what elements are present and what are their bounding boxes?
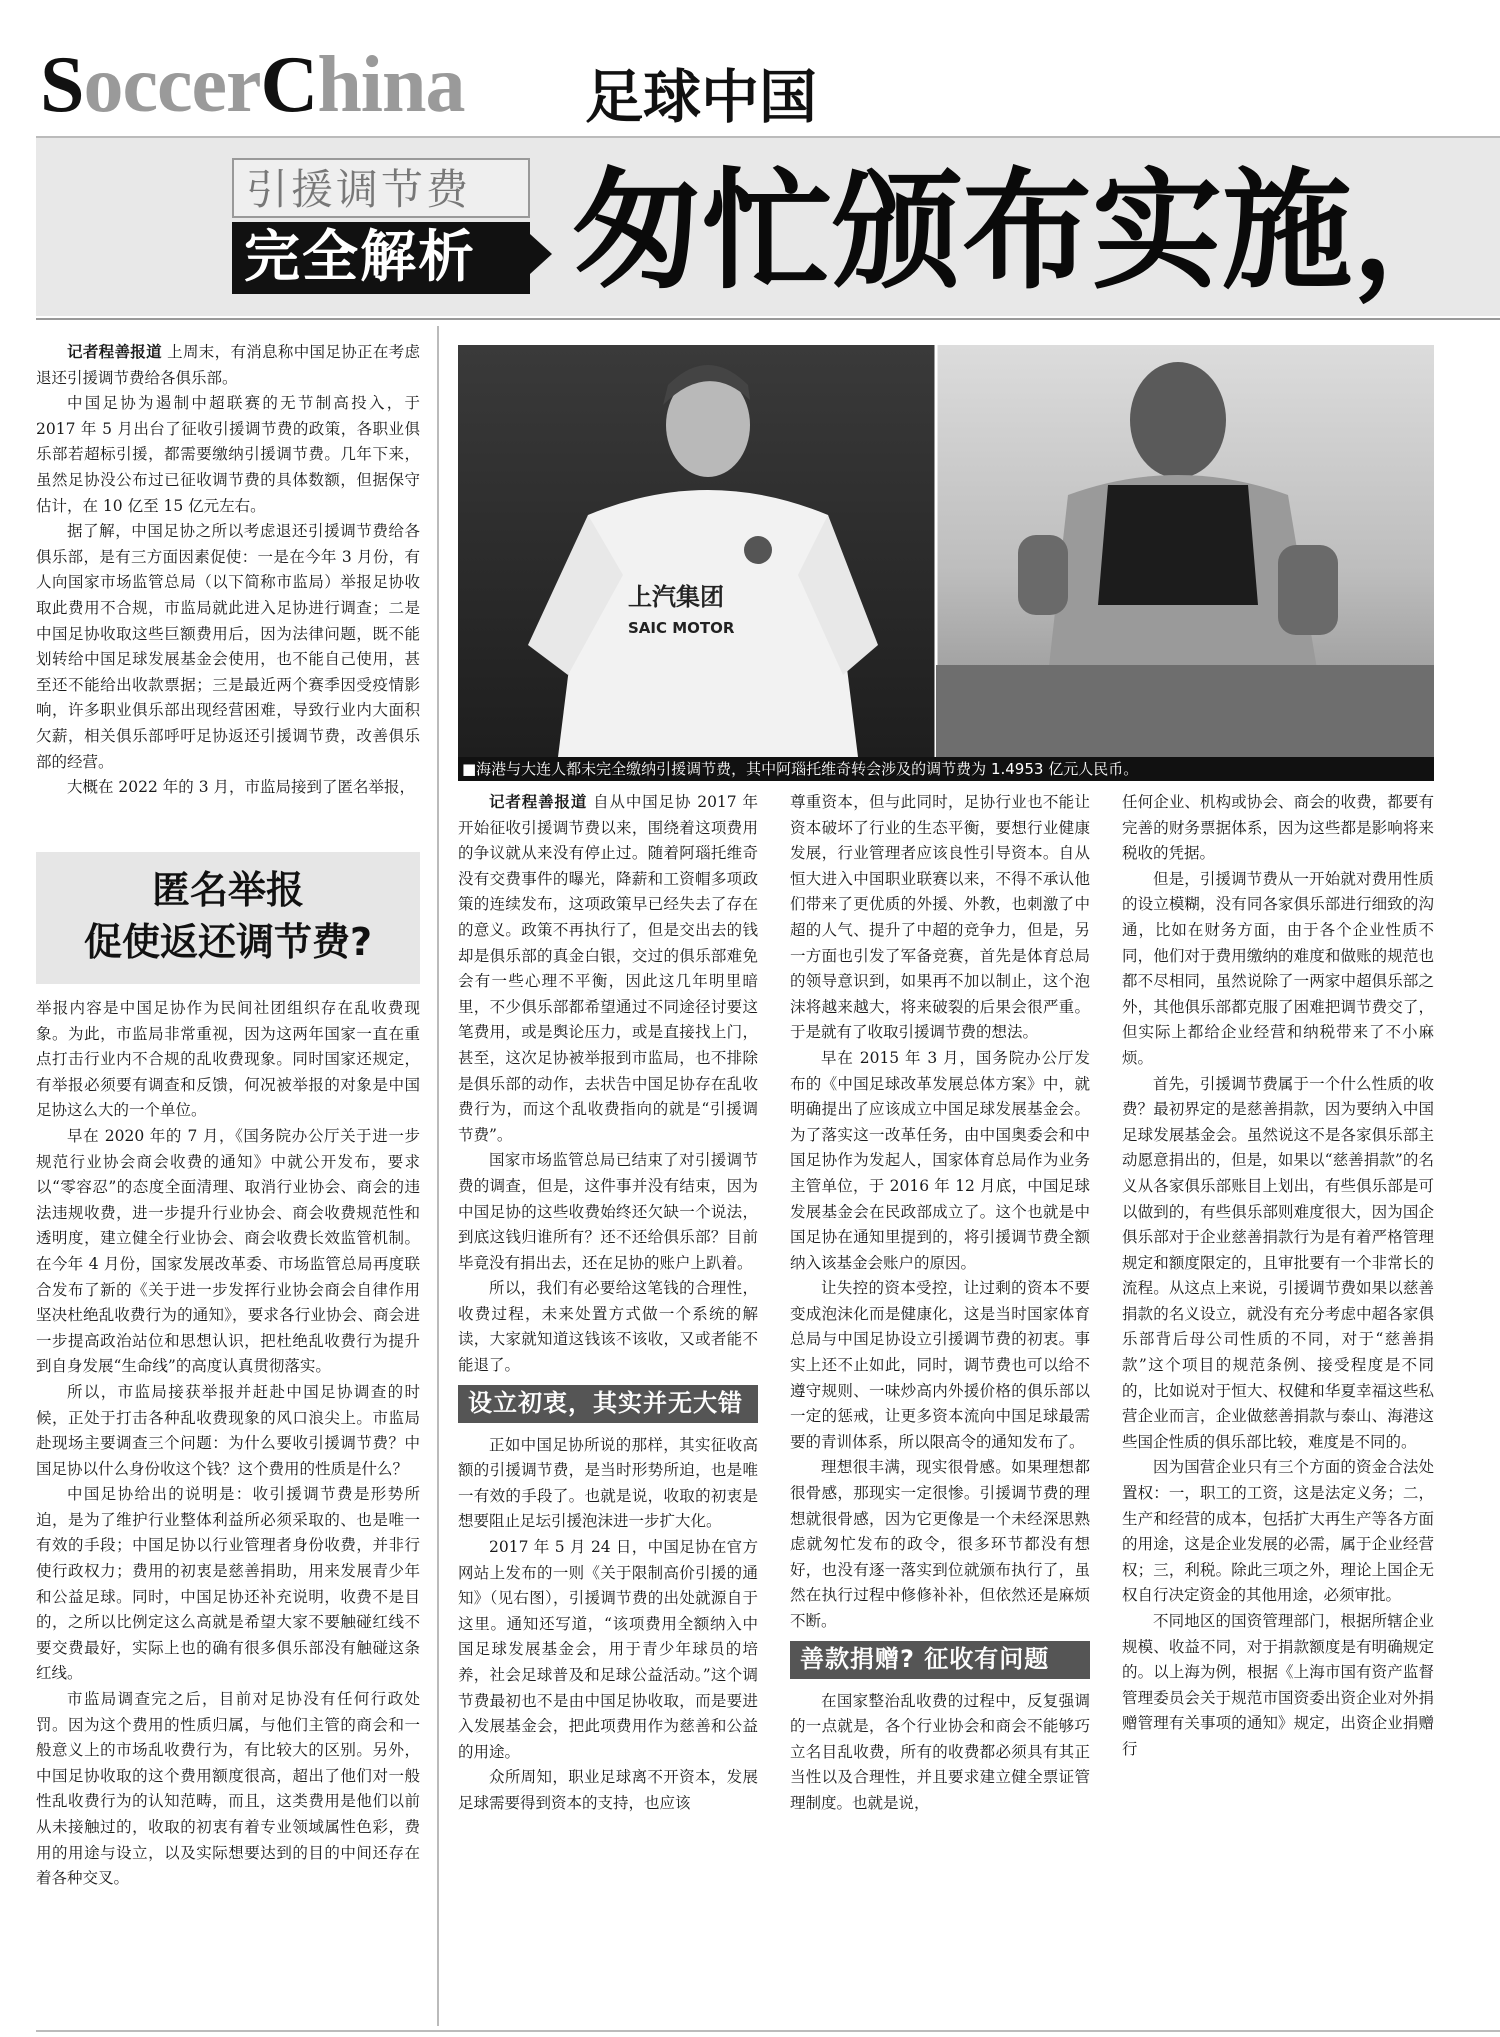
column-divider (437, 326, 439, 2026)
kicker-arrow-icon (530, 234, 552, 274)
paragraph: 早在 2015 年 3 月，国务院办公厅发布的《中国足球改革发展总体方案》中，就明确提出了应该成立中国足球发展基金会。为了落实这一改革任务，由中国奥委会和中国足协作为发起人，国家体育总局作为业务主管单位，于 2016 年 12 月底，中国足球发展基金会在民政部成立了。这个也就是中国足协在通知里提到的，将引援调节费全额纳入该基金会账户的原因。 (790, 1048, 1090, 1272)
paragraph: 因为国营企业只有三个方面的资金合法处置权：一，职工的工资，这是法定义务；二，生产和经营的成本，包括扩大再生产等各方面的用途，这是企业发展的必需，属于企业经营权；三，利税。除此三项之外，理论上国企无权自行决定资金的其他用途，必须审批。 (1122, 1458, 1434, 1605)
paragraph: 不同地区的国资管理部门，根据所辖企业规模、收益不同，对于捐款额度是有明确规定的。以上海为例，根据《上海市国有资产监督管理委员会关于规范市国资委出资企业对外捐赠管理有关事项的通知》规定，出资企业捐赠行 (1122, 1612, 1434, 1758)
paragraph: 所以，我们有必要给这笔钱的合理性，收费过程，未来处置方式做一个系统的解读，大家就知道这钱该不该收，又或者能不能退了。 (458, 1279, 758, 1375)
subheading-box (36, 852, 420, 984)
masthead (40, 41, 1480, 131)
paragraph: 理想很丰满，现实很骨感。如果理想都很骨感，那现实一定很惨。引援调节费的理想就很骨感，因为它更像是一个未经深思熟虑就匆忙发布的政令，很多环节都没有想好，也没有逐一落实到位就颁布执行了，虽然在执行过程中修修补补，但依然还是麻烦不断。 (790, 1458, 1090, 1630)
paragraph: 国家市场监管总局已结束了对引援调节费的调查，但是，这件事并没有结束，因为中国足协的这些收费始终还欠缺一个说法，到底这钱归谁所有？还不还给俱乐部？目前毕竟没有捐出去，还在足协的账户上趴着。 (458, 1151, 758, 1272)
paragraph: 正如中国足协所说的那样，其实征收高额的引援调节费，是当时形势所迫，也是唯一有效的手段了。也就是说，收取的初衷是想要阻止足坛引援泡沫进一步扩大化。 (458, 1435, 758, 1531)
kicker-line-2: 完全解析 (232, 222, 530, 294)
section-heading: 善款捐赠? 征收有问题 (790, 1641, 1090, 1679)
kicker-box (232, 158, 530, 294)
paragraph: 大概在 2022 年的 3 月，市监局接到了匿名举报， (67, 778, 416, 797)
section-heading: 设立初衷，其实并无大错 (458, 1385, 758, 1423)
article-column-4 (1122, 790, 1434, 2020)
paragraph: 尊重资本，但与此同时，足协行业也不能让资本破坏了行业的生态平衡，要想行业健康发展，行业管理者应该良性引导资本。自从恒大进入中国职业联赛以来，不得不承认他们带来了更优质的外援、外教，也刺激了中超的人气、提升了中超的竞争力，但是，另一方面也引发了军备竞赛，首先是体育总局的领导意识到，如果再不加以制止，这个泡沫将越来越大，将来破裂的后果会很严重。于是就有了收取引援调节费的想法。 (790, 793, 1090, 1042)
article-column-1-top: 记者程善报道 上周末，有消息称中国足协正在考虑退还引援调节费给各俱乐部。 中国足协为遏制中超联赛的无节制高投入，于 2017 年 5 月出台了征收引援调节费的政策，各职业俱乐部若超标引援，都需要缴纳引援调节费。几年下来，虽然足协没公布过已征收调节费的具体数额，但据保守估计，在 10 亿至 15 亿元左右。 据了解，中国足协之所以考虑退还引援调节费给各俱乐部，是有三方面因素促使：一是在今年 3 月份，有人向国家市场监管总局（以下简称市监局）举报足协收取此费用不合规，市监局就此进入足协进行调查；二是中国足协收取这些巨额费用后，因为法律问题，既不能划转给中国足球发展基金会使用，也不能自己使用，甚至还不能给出收款票据；三是最近两个赛季因受疫情影响，许多职业俱乐部出现经营困难，导致行业内大面积欠薪，相关俱乐部呼吁足协返还引援调节费，改善俱乐部的经营。 大概在 2022 年的 3 月，市监局接到了匿名举报， (36, 340, 420, 845)
subheading-line-1: 匿名举报 (151, 868, 304, 912)
paragraph: 首先，引援调节费属于一个什么性质的收费？最初界定的是慈善捐款，因为要纳入中国足球发展基金会。虽然说这不是各家俱乐部主动愿意捐出的，但是，如果以“慈善捐款”的名义从各家俱乐部账目上划出，有些俱乐部是可以做到的，有些俱乐部则难度很大，因为国企俱乐部对于企业慈善捐款行为是有着严格管理规定和额度限定的，且审批要有一个非常长的流程。从这点上来说，引援调节费如果以慈善捐款的名义设立，就没有充分考虑中超各家俱乐部背后母公司性质的不同，对于“慈善捐款”这个项目的规范条例、接受程度是不同的，比如说对于恒大、权健和华夏幸福这些私营企业而言，企业做慈善捐款与泰山、海港这些国企性质的俱乐部比较，难度是不同的。 (1122, 1074, 1434, 1451)
paragraph: 但是，引援调节费从一开始就对费用性质的设立模糊，没有同各家俱乐部进行细致的沟通，比如在财务方面，由于各个企业性质不同，他们对于费用缴纳的难度和做账的规范也都不尽相同，虽然说除了一两家中超俱乐部之外，其他俱乐部都克服了困难把调节费交了，但实际上都给企业经营和纳税带来了不小麻烦。 (1122, 869, 1434, 1067)
main-headline: 匆忙颁布实施， (572, 155, 1483, 307)
paragraph: 早在 2020 年的 7 月，《国务院办公厅关于进一步规范行业协会商会收费的通知》中就公开发布，要求以“零容忍”的态度全面清理、取消行业协会、商会的违法违规收费，进一步提升行业协会、商会收费规范性和透明度，建立健全行业协会、商会收费长效监管机制。在今年 4 月份，国家发展改革委、市场监管总局再度联合发布了新的《关于进一步发挥行业协会商会自律作用坚决杜绝乱收费行为的通知》，要求各行业协会、商会进一步提高政治站位和思想认识，把杜绝乱收费行为提升到自身发展“生命线”的高度认真贯彻落实。 (36, 1126, 420, 1376)
divider (36, 2030, 1500, 2032)
club-crest-icon (744, 536, 772, 564)
paragraph: 任何企业、机构或协会、商会的收费，都要有完善的财务票据体系，因为这些都是影响将来税收的凭据。 (1122, 793, 1434, 863)
masthead-chinese-title: 足球中国 (585, 63, 818, 131)
paragraph: 中国足协给出的说明是：收引援调节费是形势所迫，是为了维护行业整体利益所必须采取的、也是唯一有效的手段；中国足协以行业管理者身份收费，并非行使行政权力；费用的初衷是慈善捐助，用来发展青少年和公益足球。同时，中国足协还补充说明，收费不是目的，之所以比例定这么高就是希望大家不要触碰红线不要交费最好，实际上也的确有很多俱乐部没有触碰这条红线。 (36, 1485, 420, 1683)
paragraph: 中国足协为遏制中超联赛的无节制高投入，于 2017 年 5 月出台了征收引援调节费的政策，各职业俱乐部若超标引援，都需要缴纳引援调节费。几年下来，虽然足协没公布过已征收调节费的具体数额，但据保守估计，在 10 亿至 15 亿元左右。 (36, 394, 420, 515)
byline: 记者程善报道 (489, 793, 588, 811)
article-column-2: 记者程善报道 自从中国足协 2017 年开始征收引援调节费以来，围绕着这项费用的争议就从来没有停止过。随着阿瑙托维奇没有交费事件的曝光，降薪和工资帽多项政策的连续发布，这项政策早已经失去了存在的意义。政策不再执行了，但是交出去的钱却是俱乐部的真金白银，交过的俱乐部难免会有一些心理不平衡，因此这几年明里暗里，不少俱乐部都希望通过不同途径讨要这笔费用，或是舆论压力，或是直接找上门，甚至，这次足协被举报到市监局，也不排除是俱乐部的动作，去状告中国足协存在乱收费行为，而这个乱收费指向的就是“引援调节费”。 国家市场监管总局已结束了对引援调节费的调查，但是，这件事并没有结束，因为中国足协的这些收费始终还欠缺一个说法，到底这钱归谁所有？还不还给俱乐部？目前毕竟没有捐出去，还在足协的账户上趴着。 所以，我们有必要给这笔钱的合理性，收费过程，未来处置方式做一个系统的解读，大家就知道这钱该不该收，又或者能不能退了。 设立初衷，其实并无大错 正如中国足协所说的那样，其实征收高额的引援调节费，是当时形势所迫，也是唯一有效的手段了。也就是说，收取的初衷是想要阻止足坛引援泡沫进一步扩大化。 2017 年 5 月 24 日，中国足协在官方网站上发布的一则《关于限制高价引援的通知》（见右图），引援调节费的出处就源自于这里。通知还写道，“该项费用全额纳入中国足球发展基金会，用于青少年球员的培养，社会足球普及和足球公益活动。”这个调节费最初也不是由中国足协收取，而是要进入发展基金会，把此项费用作为慈善和公益的用途。 众所周知，职业足球离不开资本，发展足球需要得到资本的支持，也应该 (458, 790, 758, 2020)
photo-illustration (458, 345, 1434, 757)
paragraph: 在国家整治乱收费的过程中，反复强调的一点就是，各个行业协会和商会不能够巧立名目乱收费，所有的收费都必须具有其正当性以及合理性，并且要求建立健全票证管理制度。也就是说， (790, 1691, 1090, 1812)
paragraph: 众所周知，职业足球离不开资本，发展足球需要得到资本的支持，也应该 (458, 1768, 758, 1812)
shirt-sponsor-english: SAIC MOTOR (628, 619, 735, 637)
paragraph: 2017 年 5 月 24 日，中国足协在官方网站上发布的一则《关于限制高价引援的通知》（见右图），引援调节费的出处就源自于这里。通知还写道，“该项费用全额纳入中国足球发展基金会，用于青少年球员的培养，社会足球普及和足球公益活动。”这个调节费最初也不是由中国足协收取，而是要进入发展基金会，把此项费用作为慈善和公益的用途。 (458, 1538, 758, 1761)
photo-caption: ■海港与大连人都未完全缴纳引援调节费，其中阿瑙托维奇转会涉及的调节费为 1.4953 亿元人民币。 (458, 757, 1434, 781)
kicker-line-1: 引援调节费 (232, 158, 530, 218)
article-column-3 (790, 790, 1090, 2020)
byline: 记者程善报道 (67, 343, 162, 361)
subheading-line-2: 促使返还调节费? (83, 920, 373, 964)
paragraph: 所以，市监局接获举报并赶赴中国足协调查的时候，正处于打击各种乱收费现象的风口浪尖上。市监局赴现场主要调查三个问题：为什么要收引援调节费？中国足协以什么身份收这个钱？这个费用的性质是什么？ (36, 1382, 420, 1478)
masthead-english-title: SoccerChina (40, 41, 465, 129)
news-photo (458, 345, 1434, 757)
paragraph: 让失控的资本受控，让过剩的资本不要变成泡沫化而是健康化，这是当时国家体育总局与中国足协设立引援调节费的初衷。事实上还不止如此，同时，调节费也可以给不遵守规则、一味炒高内外援价格的俱乐部以一定的惩戒，让更多资本流向中国足球最需要的青训体系，所以限高令的通知发布了。 (790, 1279, 1090, 1451)
divider (36, 318, 1500, 320)
article-column-1-bottom (36, 996, 420, 2016)
shirt-sponsor-text: 上汽集团 (628, 583, 724, 611)
paragraph: 举报内容是中国足协作为民间社团组织存在乱收费现象。为此，市监局非常重视，因为这两年国家一直在重点打击行业内不合规的乱收费现象。同时国家还规定，有举报必须要有调查和反馈，何况被举报的对象是中国足协这么大的一个单位。 (36, 999, 420, 1120)
paragraph: 据了解，中国足协之所以考虑退还引援调节费给各俱乐部，是有三方面因素促使：一是在今年 3 月份，有人向国家市场监管总局（以下简称市监局）举报足协收取此费用不合规，市监局就此进入足协进行调查；二是中国足协收取这些巨额费用后，因为法律问题，既不能划转给中国足球发展基金会使用，也不能自己使用，甚至还不能给出收款票据；三是最近两个赛季因受疫情影响，许多职业俱乐部出现经营困难，导致行业内大面积欠薪，相关俱乐部呼吁足协返还引援调节费，改善俱乐部的经营。 (36, 522, 420, 771)
paragraph: 市监局调查完之后，目前对足协没有任何行政处罚。因为这个费用的性质归属，与他们主管的商会和一般意义上的市场乱收费行为，有比较大的区别。另外，中国足协收取的这个费用额度很高，超出了他们对一般性乱收费行为的认知范畴，而且，这类费用是他们以前从未接触过的，收取的初衷有着专业领域属性色彩，费用的用途与设立，以及实际想要达到的目的中间还存在着各种交叉。 (36, 1690, 420, 1888)
headline-band (36, 136, 1500, 316)
